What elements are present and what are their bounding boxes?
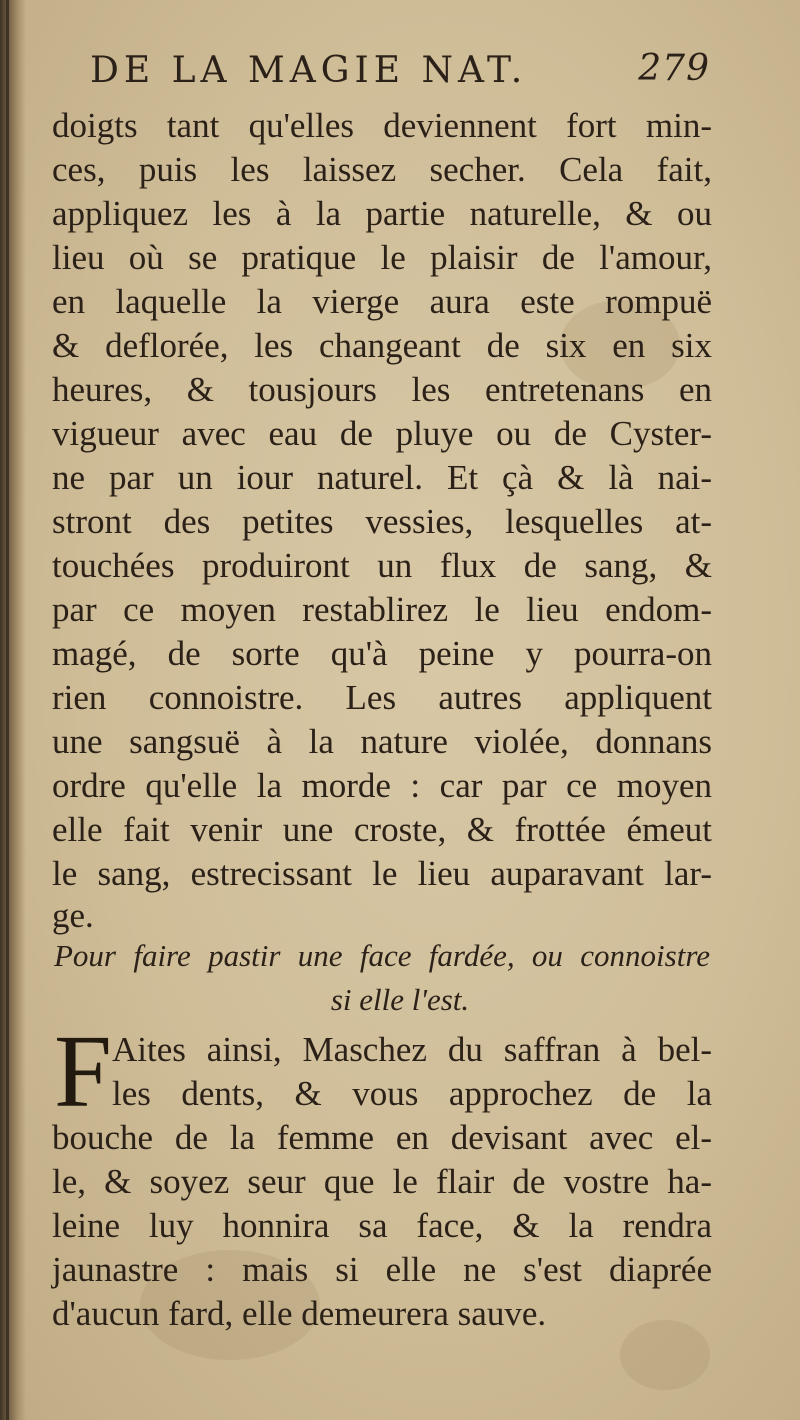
text-line: d'aucun fard, elle demeurera sauve. [52,1294,547,1333]
text-line: heures, & tousjours les entretenans en [52,370,712,409]
text-line: par ce moyen restablirez le lieu endom- [52,590,712,629]
text-line: magé, de sorte qu'à peine y pourra-on [52,634,712,673]
section-heading-continued: si elle l'est. [330,982,470,1017]
text-line: rien connoistre. Les autres appliquent [52,678,712,717]
text-line: le, & soyez seur que le flair de vostre ha- [52,1162,712,1201]
text-line: ordre qu'elle la morde : car par ce moyen [52,766,712,805]
text-line: ces, puis les laissez secher. Cela fait, [52,150,712,189]
running-head [90,44,710,100]
drop-cap: F [54,1014,112,1129]
text-line: ge. [52,896,94,935]
text-line: & deflorée, les changeant de six en six [52,326,712,365]
text-line: lieu où se pratique le plaisir de l'amour, [52,238,712,277]
binding-gutter [0,0,26,1420]
text-line: elle fait venir une croste, & frottée émeut [52,810,712,849]
binding-edge [6,0,9,1420]
text-line: stront des petites vessies, lesquelles at- [52,502,712,541]
text-line: bouche de la femme en devisant avec el- [52,1118,712,1157]
text-line: Aites ainsi, Maschez du saffran à bel- [112,1030,712,1069]
section-heading: Pour faire pastir une face fardée, ou connoistre [54,938,710,973]
text-line: en laquelle la vierge aura este rompuë [52,282,712,321]
page-number: 279 [638,48,710,89]
running-title: DE LA MAGIE NAT. [90,50,528,91]
text-line: touchées produiront un flux de sang, & [52,546,712,585]
text-line: les dents, & vous approchez de la [112,1074,712,1113]
text-line: leine luy honnira sa face, & la rendra [52,1206,712,1245]
text-line: ne par un iour naturel. Et çà & là nai- [52,458,712,497]
text-line: appliquez les à la partie naturelle, & ou [52,194,712,233]
text-line: doigts tant qu'elles deviennent fort min- [52,106,712,145]
text-line: le sang, estrecissant le lieu auparavant lar- [52,854,712,893]
text-line: une sangsuë à la nature violée, donnans [52,722,712,761]
text-line: vigueur avec eau de pluye ou de Cyster- [52,414,712,453]
text-line: jaunastre : mais si elle ne s'est diaprée [52,1250,712,1289]
